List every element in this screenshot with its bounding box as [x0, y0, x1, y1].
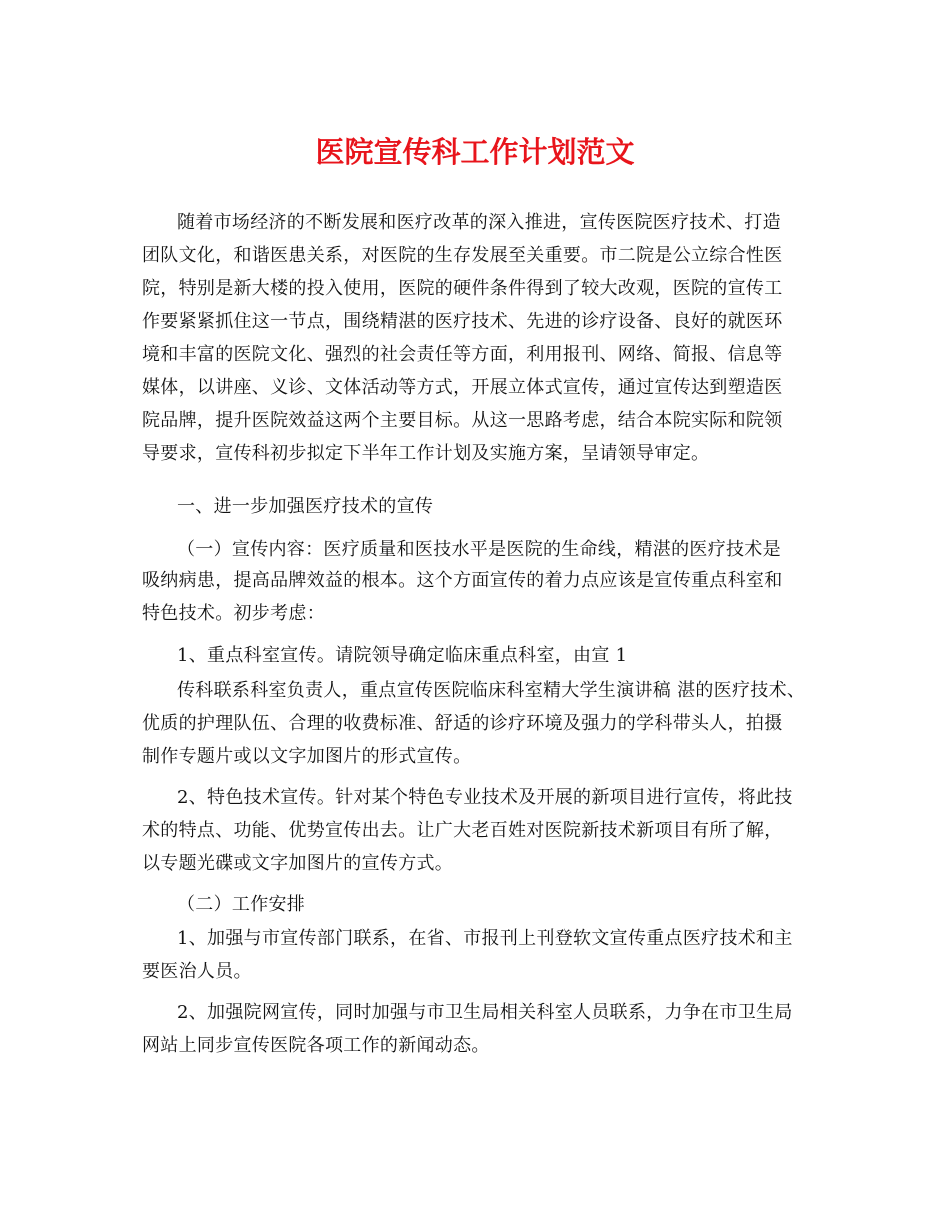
body-line: 术的特点、功能、优势宣传出去。让广大老百姓对医院新技术新项目有所了解， — [142, 820, 783, 841]
body-line: 要医治人员。 — [142, 961, 252, 982]
body-line: 制作专题片或以文字加图片的形式宣传。 — [142, 746, 472, 767]
body-line: 特色技术。初步考虑： — [142, 603, 325, 624]
body-line: 作要紧紧抓住这一节点，围绕精湛的医疗技术、先进的诊疗设备、良好的就医环 — [142, 311, 783, 332]
body-line: 院，特别是新大楼的投入使用，医院的硬件条件得到了较大改观，医院的宣传工 — [142, 278, 783, 299]
body-line: 优质的护理队伍、合理的收费标准、舒适的诊疗环境及强力的学科带头人，拍摄 — [142, 713, 783, 734]
body-line: 导要求，宣传科初步拟定下半年工作计划及实施方案，呈请领导审定。 — [142, 443, 710, 464]
body-line: 传科联系科室负责人，重点宣传医院临床科室精大学生演讲稿 湛的医疗技术、 — [177, 680, 806, 701]
body-line: 以专题光碟或文字加图片的宣传方式。 — [142, 853, 454, 874]
body-line: 媒体，以讲座、义诊、文体活动等方式，开展立体式宣传，通过宣传达到塑造医 — [142, 377, 783, 398]
body-line: 2、加强院网宣传，同时加强与市卫生局相关科室人员联系，力争在市卫生局 — [177, 1002, 793, 1023]
body-line: 2、特色技术宣传。针对某个特色专业技术及开展的新项目进行宣传，将此技 — [177, 787, 793, 808]
body-line: 吸纳病患，提高品牌效益的根本。这个方面宣传的着力点应该是宣传重点科室和 — [142, 570, 783, 591]
body-line: 境和丰富的医院文化、强烈的社会责任等方面，利用报刊、网络、简报、信息等 — [142, 344, 783, 365]
body-line: （一）宣传内容：医疗质量和医技水平是医院的生命线，精湛的医疗技术是 — [177, 539, 781, 560]
body-line: 随着市场经济的不断发展和医疗改革的深入推进，宣传医院医疗技术、打造 — [177, 212, 781, 233]
body-line: 1、重点科室宣传。请院领导确定临床重点科室，由宣 1 — [177, 645, 628, 666]
body-line: 院品牌，提升医院效益这两个主要目标。从这一思路考虑，结合本院实际和院领 — [142, 410, 783, 431]
document-title: 医院宣传科工作计划范文 — [315, 135, 635, 169]
body-line: 1、加强与市宣传部门联系，在省、市报刊上刊登软文宣传重点医疗技术和主 — [177, 928, 793, 949]
section-heading: 一、进一步加强医疗技术的宣传 — [177, 496, 434, 517]
body-line: 团队文化，和谐医患关系，对医院的生存发展至关重要。市二院是公立综合性医 — [142, 245, 783, 266]
body-line: 网站上同步宣传医院各项工作的新闻动态。 — [142, 1035, 490, 1056]
section-heading: （二）工作安排 — [177, 894, 306, 915]
